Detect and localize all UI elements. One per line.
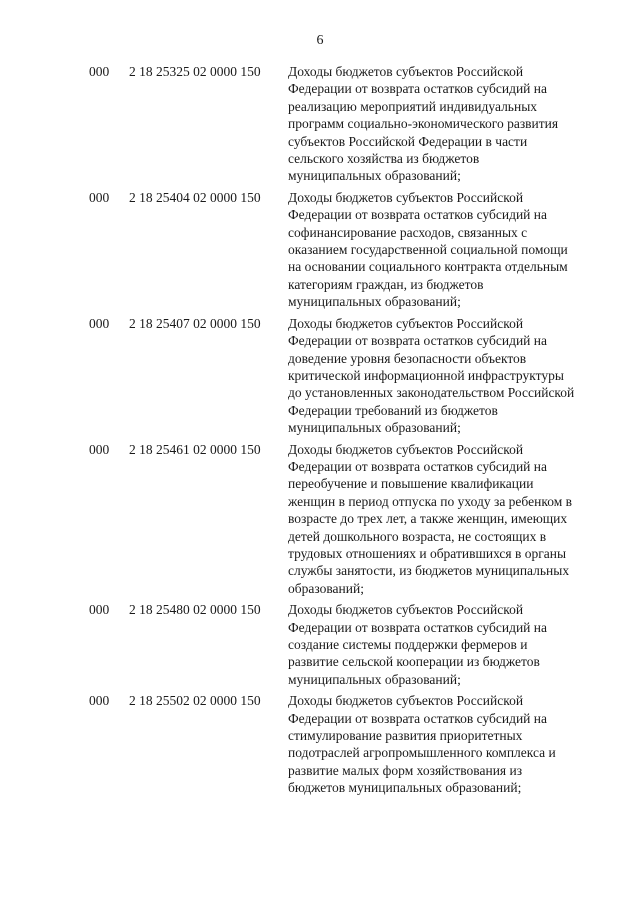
table-row: [0, 692, 640, 796]
admin-code: 000: [89, 315, 110, 331]
revenue-description: [288, 63, 593, 185]
description-line: образований;: [288, 580, 364, 596]
description-line: Доходы бюджетов субъектов Российской: [288, 441, 524, 457]
description-line: Доходы бюджетов субъектов Российской: [288, 189, 524, 205]
table-row: [0, 601, 640, 688]
description-line: бюджетов муниципальных образований;: [288, 780, 522, 796]
description-line: до установленных законодательством Российской: [288, 385, 575, 401]
description-line: службы занятости, из бюджетов муниципальных: [288, 563, 570, 579]
description-line: создание системы поддержки фермеров и: [288, 637, 528, 652]
table-row: [0, 441, 640, 598]
description-line: муниципальных образований;: [288, 168, 461, 184]
description-line: развитие малых форм хозяйствования из: [288, 762, 523, 778]
budget-classification-code: 2 18 25404 02 0000 150: [129, 189, 261, 205]
description-line: оказанием государственной социальной помощи: [288, 242, 568, 258]
description-line: подотраслей агропромышленного комплекса и: [288, 745, 556, 761]
description-line: возрасте до трех лет, а также женщин, имеющих: [288, 511, 568, 527]
description-line: Федерации от возврата остатков субсидий на: [288, 333, 547, 349]
admin-code: 000: [89, 693, 110, 709]
admin-code: 000: [89, 441, 110, 457]
revenue-description: [288, 189, 593, 311]
description-line: стимулирование развития приоритетных: [288, 728, 523, 744]
description-line: Федерации от возврата остатков субсидий на: [288, 207, 547, 223]
description-line: Федерации от возврата остатков субсидий на: [288, 619, 547, 635]
admin-code: 000: [89, 602, 110, 618]
description-line: реализацию мероприятий индивидуальных: [288, 98, 538, 114]
revenue-description: [288, 441, 593, 598]
admin-code: 000: [89, 64, 110, 79]
description-line: муниципальных образований;: [288, 420, 461, 436]
description-line: муниципальных образований;: [288, 671, 461, 687]
description-line: переобучение и повышение квалификации: [288, 476, 534, 492]
table-row: [0, 189, 640, 311]
description-line: Доходы бюджетов субъектов Российской: [288, 602, 524, 618]
budget-classification-code: 2 18 25461 02 0000 150: [129, 441, 261, 457]
description-line: категориям граждан, из бюджетов: [288, 276, 484, 292]
page-number: 6: [316, 33, 324, 48]
revenue-description: [288, 315, 593, 437]
description-line: софинансирование расходов, связанных с: [288, 224, 528, 240]
description-line: женщин в период отпуска по уходу за ребенком в: [288, 493, 572, 509]
budget-classification-code: 2 18 25407 02 0000 150: [129, 315, 261, 331]
description-line: Доходы бюджетов субъектов Российской: [288, 315, 524, 331]
description-line: Федерации требований из бюджетов: [288, 402, 498, 418]
budget-classification-code: 2 18 25325 02 0000 150: [129, 64, 261, 79]
description-line: сельского хозяйства из бюджетов: [288, 151, 480, 167]
description-line: трудовых отношениях и обратившихся в органы: [288, 545, 567, 561]
table-row: [0, 63, 640, 185]
description-line: на основании социального контракта отдельным: [288, 259, 568, 275]
description-line: Федерации от возврата остатков субсидий на: [288, 458, 547, 474]
description-line: детей дошкольного возраста, не состоящих в: [288, 528, 547, 544]
revenue-description: [288, 601, 593, 688]
revenue-code-list: [0, 63, 640, 801]
description-line: доведение уровня безопасности объектов: [288, 350, 527, 366]
budget-classification-code: 2 18 25480 02 0000 150: [129, 602, 261, 618]
admin-code: 000: [89, 189, 110, 205]
description-line: Доходы бюджетов субъектов Российской: [288, 64, 524, 79]
description-line: программ социально-экономического развития: [288, 116, 559, 132]
description-line: Доходы бюджетов субъектов Российской: [288, 693, 524, 709]
description-line: Федерации от возврата остатков субсидий на: [288, 81, 547, 97]
description-line: субъектов Российской Федерации в части: [288, 133, 528, 149]
description-line: Федерации от возврата остатков субсидий на: [288, 710, 547, 726]
budget-classification-code: 2 18 25502 02 0000 150: [129, 693, 261, 709]
revenue-description: [288, 692, 593, 796]
description-line: муниципальных образований;: [288, 294, 461, 310]
table-row: [0, 315, 640, 437]
description-line: критической информационной инфраструктуры: [288, 367, 564, 383]
description-line: развитие сельской кооперации из бюджетов: [288, 654, 540, 670]
